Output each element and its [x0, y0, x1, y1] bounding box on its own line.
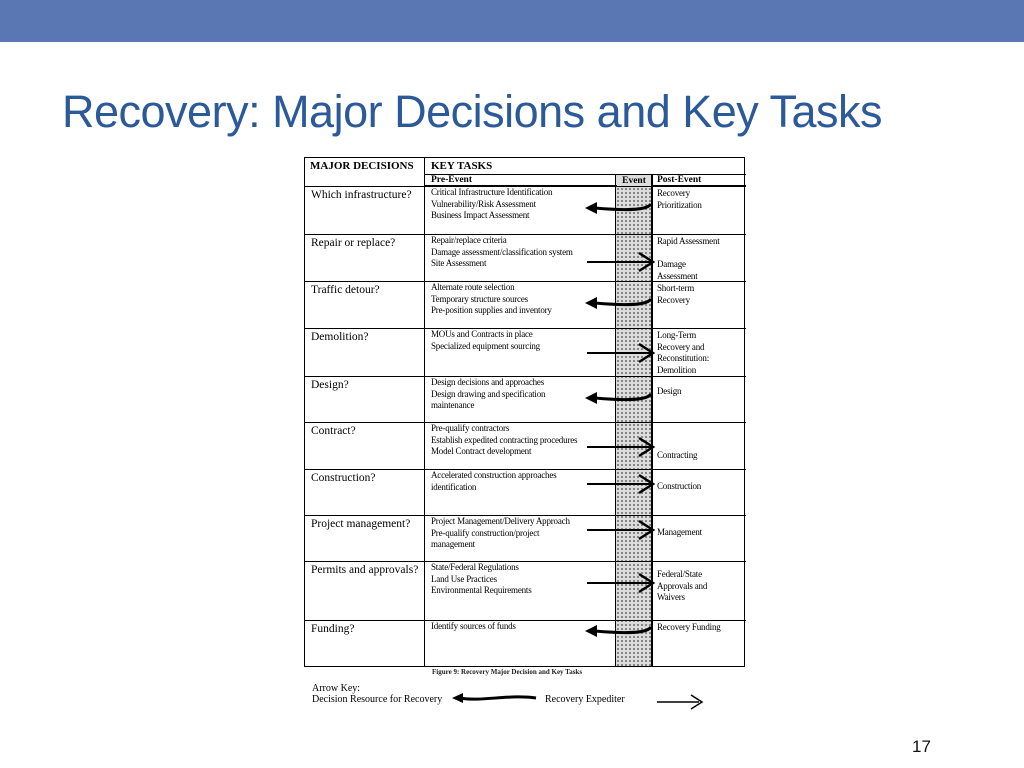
task-line: Project Management/Delivery Approach	[431, 516, 570, 526]
recovery-expediter-arrow-icon	[581, 435, 661, 459]
post-event-line: Short-term	[657, 283, 694, 293]
task-line: Site Assessment	[431, 258, 487, 268]
task-line: Establish expedited contracting procedures	[431, 434, 578, 445]
page-number: 17	[912, 737, 931, 756]
post-event-line: Reconstitution:	[657, 353, 709, 363]
recovery-expediter-arrow-icon	[581, 472, 661, 496]
decision-cell: Construction?	[311, 472, 376, 484]
decision-cell: Demolition?	[311, 331, 369, 343]
task-line: MOUs and Contracts in place	[431, 329, 533, 339]
task-line: Vulnerability/Risk Assessment	[431, 198, 536, 209]
recovery-expediter-label: Recovery Expediter	[545, 694, 625, 705]
decision-cell: Funding?	[311, 623, 355, 635]
task-line: Temporary structure sources	[431, 293, 528, 304]
recovery-expediter-arrow-icon	[655, 692, 707, 712]
table-row	[305, 469, 746, 515]
post-event-cell	[657, 622, 743, 634]
task-line: Pre-qualify construction/project	[431, 527, 540, 538]
event-header: Event	[617, 176, 651, 187]
post-event-line: Damage	[657, 259, 686, 269]
recovery-expediter-arrow-icon	[581, 341, 661, 365]
task-line: Alternate route selection	[431, 282, 515, 292]
task-line: Pre-position supplies and inventory	[431, 305, 552, 315]
decision-cell: Design?	[311, 379, 349, 391]
post-event-cell	[657, 569, 743, 604]
decision-resource-arrow-icon	[450, 690, 540, 706]
task-line: Damage assessment/classification system	[431, 246, 573, 257]
task-line: Environmental Requirements	[431, 585, 532, 595]
decision-resource-arrow-icon	[581, 291, 661, 315]
table-row	[305, 376, 746, 422]
decision-cell: Repair or replace?	[311, 237, 396, 249]
arrow-key-title: Arrow Key:	[312, 683, 361, 694]
task-line: Accelerated construction approaches	[431, 470, 557, 480]
task-line: Design drawing and specification	[431, 388, 546, 399]
task-line: identification	[431, 481, 477, 492]
top-banner	[0, 0, 1024, 42]
task-line: Business Impact Assessment	[431, 210, 530, 220]
decision-cell: Contract?	[311, 425, 356, 437]
table-row	[305, 186, 746, 234]
post-event-line: Approvals and	[657, 580, 708, 591]
table-row	[305, 328, 746, 376]
post-event-line: Management	[657, 527, 702, 537]
post-event-line: Construction	[657, 481, 702, 491]
table-row	[305, 422, 746, 469]
decision-cell: Project management?	[311, 518, 411, 530]
post-event-line: Assessment	[657, 270, 698, 281]
post-event-cell	[657, 283, 743, 306]
decision-resource-label: Decision Resource for Recovery	[312, 694, 443, 705]
table-row	[305, 620, 746, 666]
post-event-line: Recovery	[657, 188, 690, 198]
table-row	[305, 234, 746, 281]
post-event-line: Recovery	[657, 294, 690, 305]
post-event-line: Rapid Assessment	[657, 236, 720, 246]
task-line: Pre-qualify contractors	[431, 423, 510, 433]
decision-resource-arrow-icon	[581, 196, 661, 220]
table-row	[305, 515, 746, 561]
post-event-cell	[657, 236, 743, 282]
table-row	[305, 281, 746, 328]
post-event-cell	[657, 481, 743, 493]
figure-caption: Figure 9: Recovery Major Decision and Key Tasks	[432, 668, 583, 676]
recovery-expediter-arrow-icon	[581, 571, 661, 595]
decision-cell: Which infrastructure?	[311, 189, 412, 201]
decision-cell: Traffic detour?	[311, 284, 380, 296]
task-line: management	[431, 539, 475, 549]
task-line: Land Use Practices	[431, 573, 497, 584]
recovery-expediter-arrow-icon	[581, 518, 661, 542]
task-line: Model Contract development	[431, 446, 532, 456]
task-line: State/Federal Regulations	[431, 562, 519, 572]
post-event-cell	[657, 450, 743, 462]
post-event-cell	[657, 386, 743, 398]
post-event-cell	[657, 330, 743, 376]
post-event-line: Design	[657, 386, 682, 396]
table-row	[305, 561, 746, 620]
task-line: Critical Infrastructure Identification	[431, 187, 553, 197]
decision-cell: Permits and approvals?	[311, 564, 419, 576]
task-line: Specialized equipment sourcing	[431, 340, 540, 351]
major-decisions-header: MAJOR DECISIONS	[310, 160, 414, 172]
post-event-line: Prioritization	[657, 199, 702, 210]
post-event-header: Post-Event	[657, 175, 702, 185]
pre-event-header: Pre-Event	[431, 175, 472, 185]
post-event-line: Demolition	[657, 364, 696, 375]
slide-title: Recovery: Major Decisions and Key Tasks	[62, 86, 883, 137]
key-tasks-header: KEY TASKS	[431, 160, 493, 172]
recovery-expediter-arrow-icon	[581, 250, 661, 274]
task-line: Identify sources of funds	[431, 621, 516, 631]
post-event-line: Contracting	[657, 450, 698, 460]
task-line: Design decisions and approaches	[431, 377, 545, 387]
post-event-line: Long-Term	[657, 330, 697, 340]
post-event-line: Federal/State	[657, 569, 702, 579]
decision-resource-arrow-icon	[581, 619, 661, 643]
decision-resource-arrow-icon	[581, 386, 661, 410]
post-event-line: Waivers	[657, 592, 685, 602]
task-line: maintenance	[431, 400, 475, 410]
task-line: Repair/replace criteria	[431, 235, 507, 245]
decision-task-table	[304, 157, 745, 667]
post-event-cell	[657, 188, 743, 211]
post-event-cell	[657, 527, 743, 539]
post-event-line: Recovery Funding	[657, 622, 721, 632]
post-event-line	[657, 248, 743, 260]
post-event-line: Recovery and	[657, 341, 705, 352]
